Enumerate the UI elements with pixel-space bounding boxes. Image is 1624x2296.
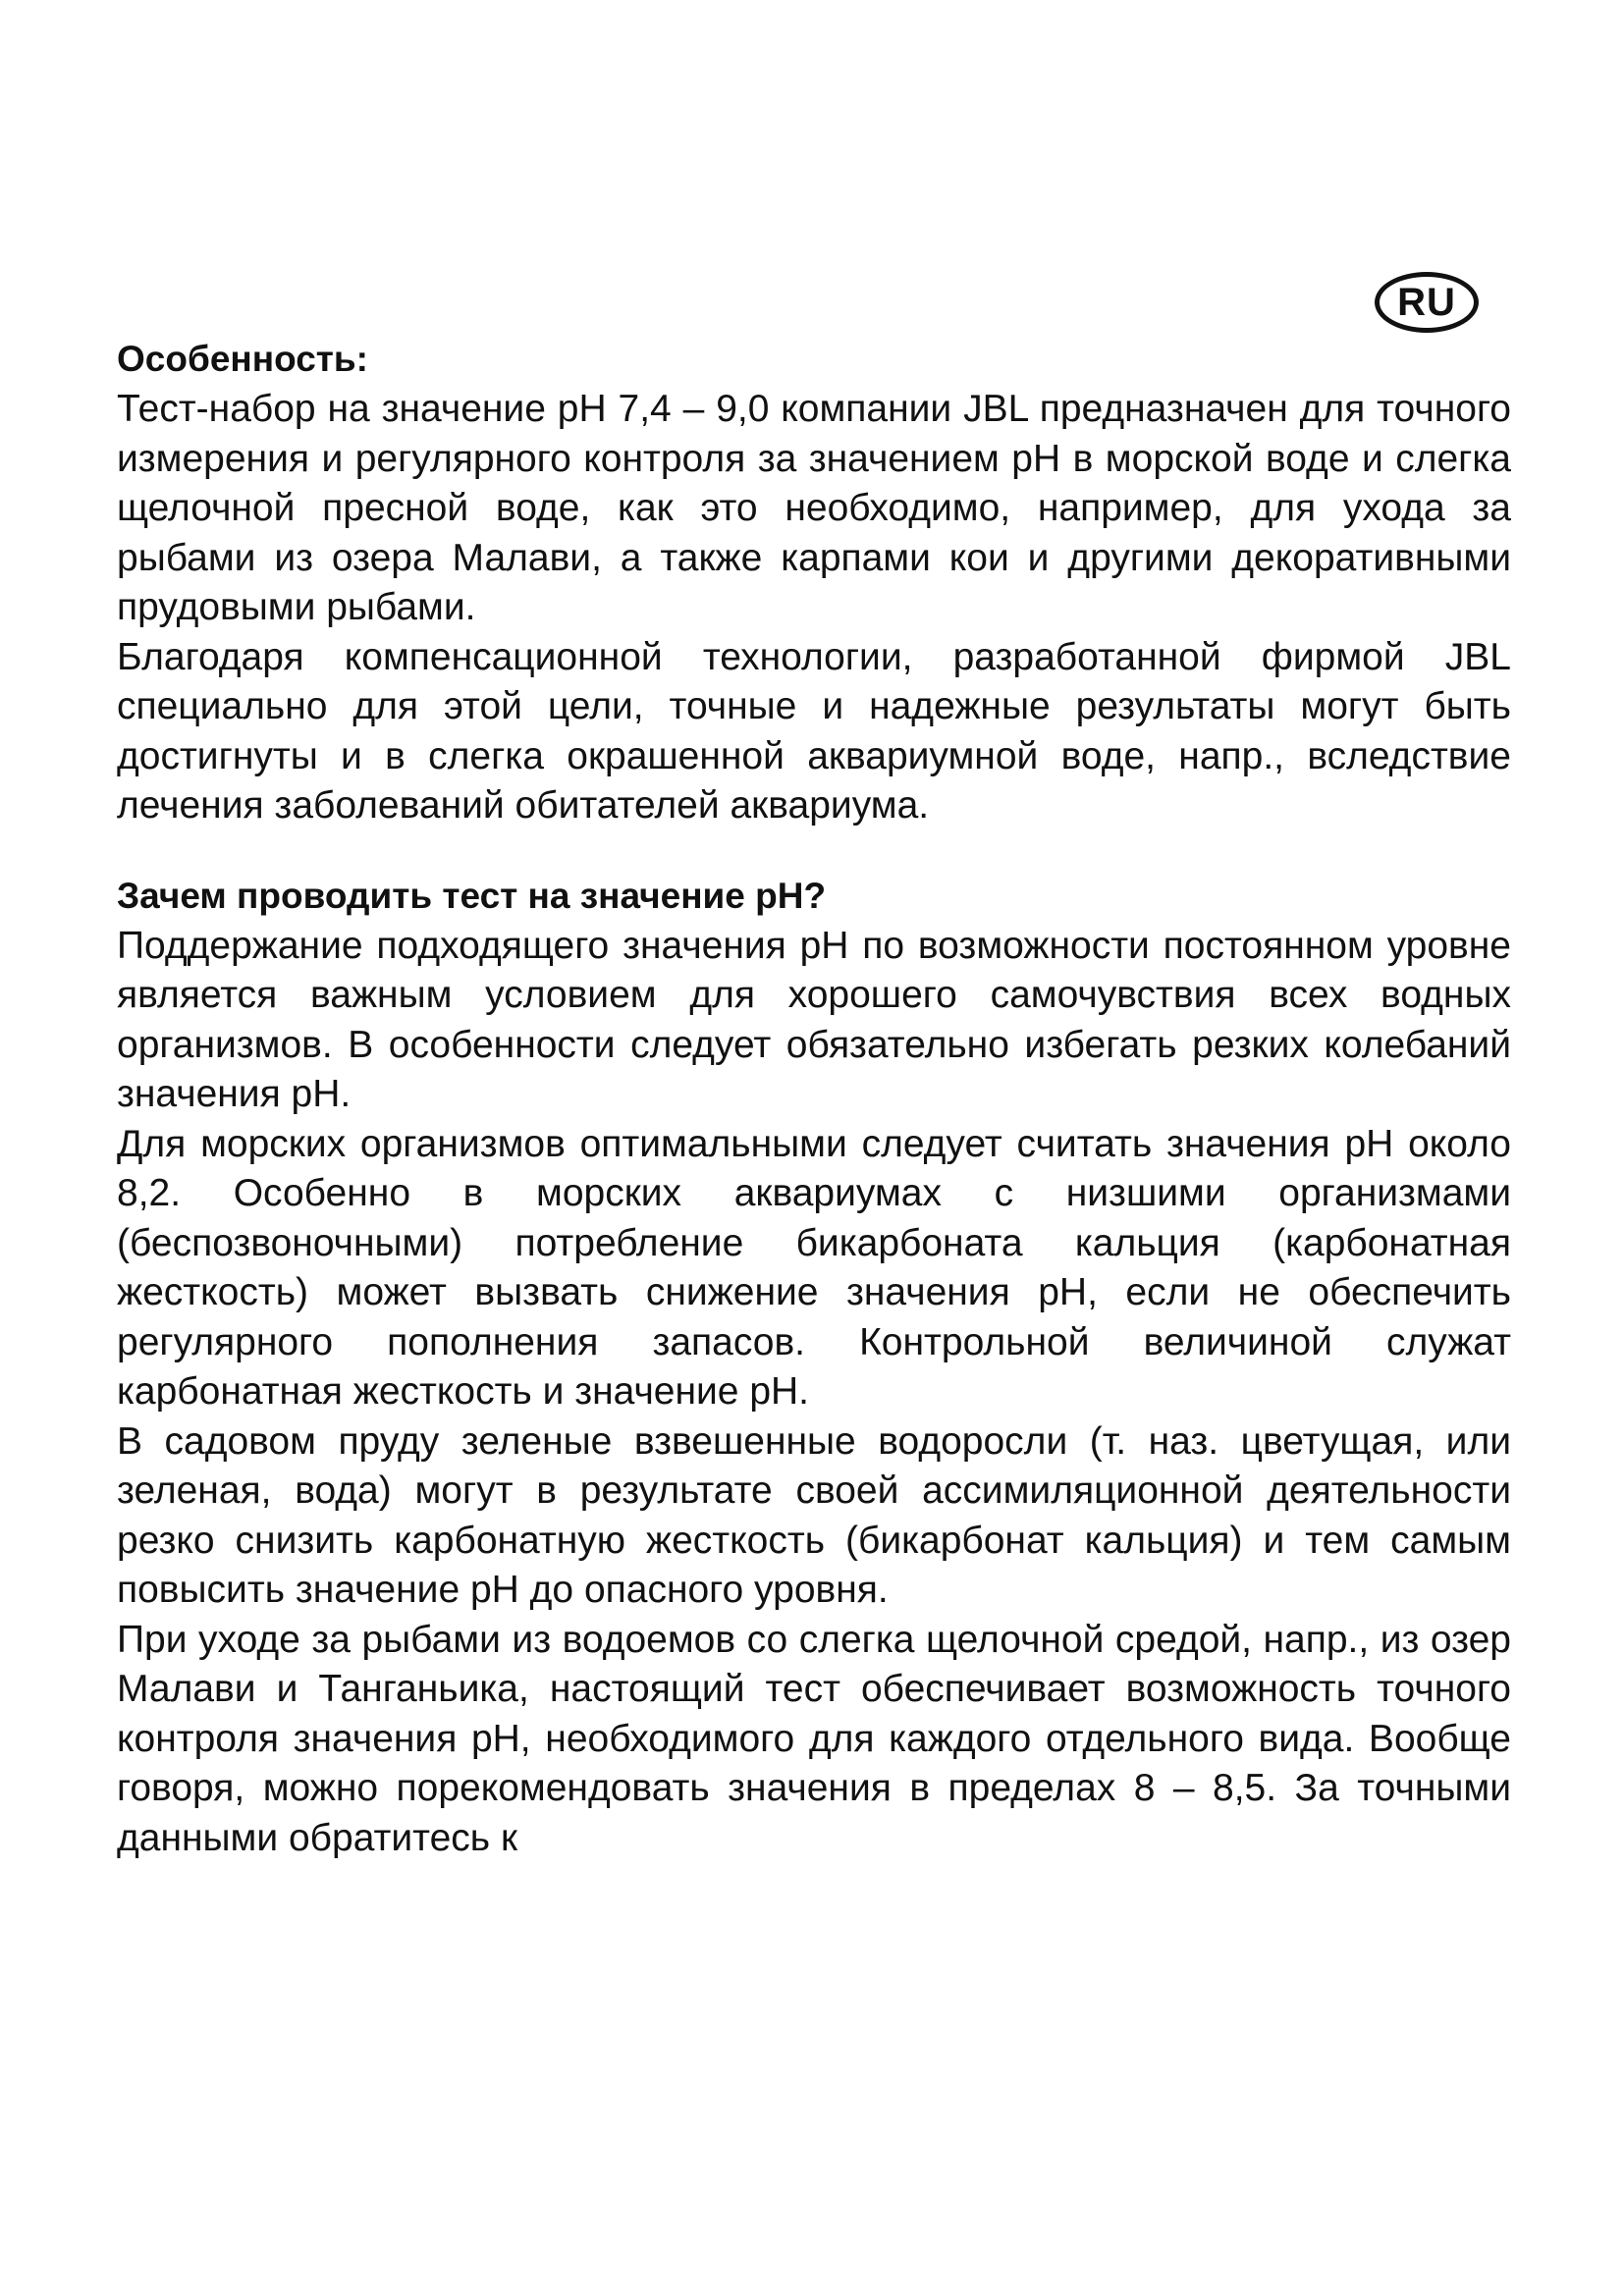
paragraph: Для морских организмов оптимальными следует считать значения pH около 8,2. Особенно в морских аквариумах с низшими организмами (беспозвоночными) потребление бикарбоната кальция (карбонатная жесткость) может вызвать снижение значения pH, если не обеспечить регулярного пополнения запасов. Контрольной величиной служат карбонатная жесткость и значение pH. (117, 1122, 1511, 1413)
paragraph: Тест-набор на значение pH 7,4 – 9,0 компании JBL предназначен для точного измерения и регулярного контроля за значением pH в морской воде и слегка щелочной пресной воде, как это необходимо, например, для ухода за рыбами из озера Малави, а также карпами кои и другими декоративными прудовыми рыбами. (117, 388, 1511, 628)
section-heading-features: Особенность: (117, 339, 368, 379)
paragraph: Благодаря компенсационной технологии, разработанной фирмой JBL специально для этой цели, точные и надежные результаты могут быть достигнуты и в слегка окрашенной аквариумной воде, напр., вследствие лечения заболеваний обитателей аквариума. (117, 635, 1511, 827)
language-badge (1375, 272, 1479, 333)
paragraph: Поддержание подходящего значения pH по возможности постоянном уровне является важным условием для хорошего самочувствия всех водных организмов. В особенности следует обязательно избегать резких колебаний значения pH. (117, 924, 1511, 1115)
paragraph: При уходе за рыбами из водоемов со слегка щелочной средой, напр., из озер Малави и Танганьика, настоящий тест обеспечивает возможность точного контроля значения pH, необходимого для каждого отдельного вида. Вообще говоря, можно порекомендовать значения в пределах 8 – 8,5. За точными данными обратитесь к (117, 1618, 1511, 1859)
paragraph: В садовом пруду зеленые взвешенные водоросли (т. наз. цветущая, или зеленая, вода) могут в результате своей ассимиляционной деятельности резко снизить карбонатную жесткость (бикарбонат кальция) и тем самым повысить значение pH до опасного уровня. (117, 1419, 1511, 1611)
document-body (117, 334, 1511, 1863)
section-heading-why-test: Зачем проводить тест на значение pH? (117, 875, 827, 916)
language-badge-label: RU (1397, 280, 1456, 324)
section-spacer (117, 831, 1511, 871)
